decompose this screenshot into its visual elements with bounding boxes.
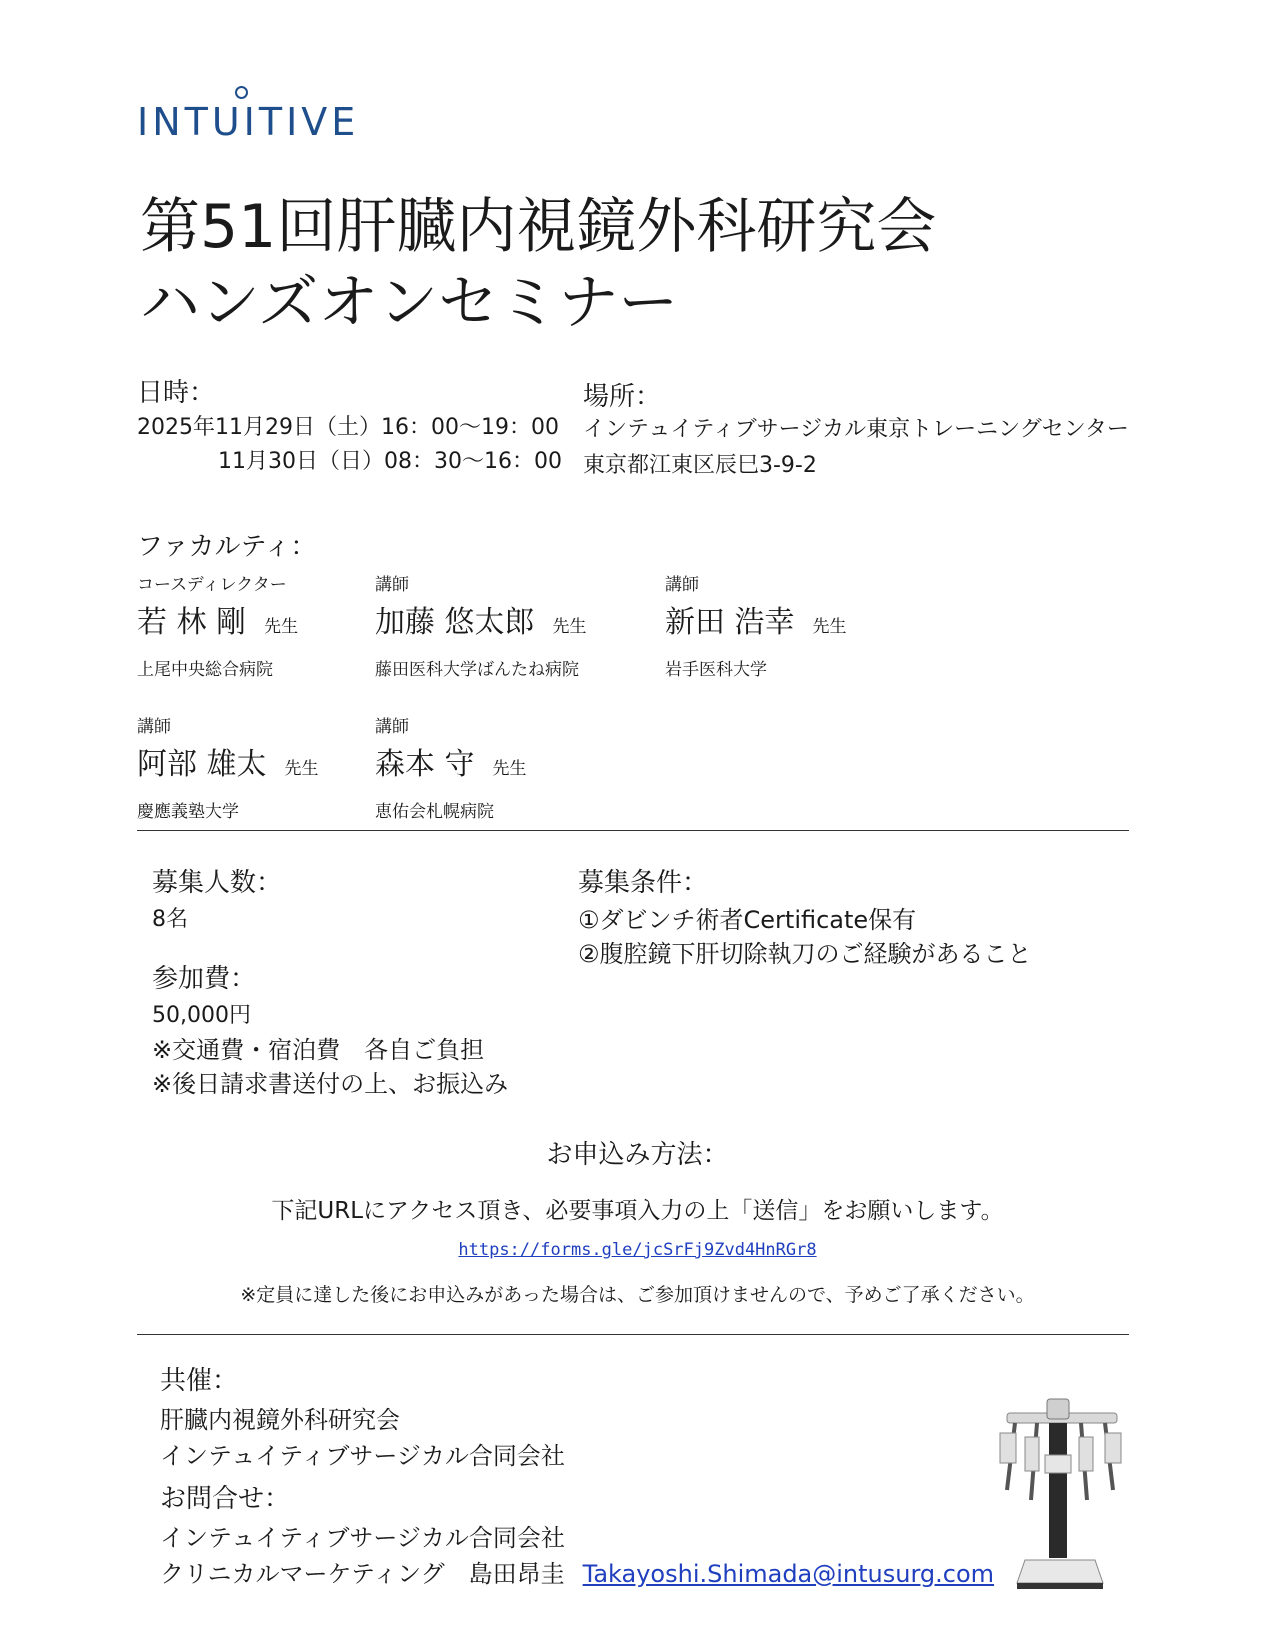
faculty-member <box>137 570 298 680</box>
datetime-line2: 11月30日（日）08：30～16：00 <box>218 449 562 474</box>
faculty-affiliation: 恵佑会札幌病院 <box>375 802 494 822</box>
application-url-wrap <box>0 1240 1275 1260</box>
faculty-role: コースディレクター <box>137 575 287 595</box>
venue-address: 東京都江東区辰巳3-9-2 <box>583 453 817 478</box>
application-label: お申込み方法： <box>546 1140 729 1170</box>
fee-note-1: ※交通費・宿泊費 各自ご負担 <box>152 1036 485 1064</box>
application-url-link[interactable]: https://forms.gle/jcSrFj9Zvd4HnRGr8 <box>458 1240 817 1260</box>
recruitment-condition-1: ①ダビンチ術者Certificate保有 <box>578 906 917 934</box>
faculty-name: 森本 守 <box>375 747 475 782</box>
honorific: 先生 <box>812 617 847 637</box>
contact-line1: インテュイティブサージカル合同会社 <box>160 1524 565 1552</box>
divider <box>137 830 1129 831</box>
recruitment-conditions-label: 募集条件： <box>578 868 709 898</box>
faculty-label: ファカルティ： <box>137 532 317 562</box>
honorific: 先生 <box>284 759 319 779</box>
da-vinci-robot-illustration <box>985 1395 1135 1595</box>
honorific: 先生 <box>492 759 527 779</box>
recruitment-count-value: 8名 <box>152 907 188 932</box>
page-title-line2: ハンズオンセミナー <box>140 268 679 338</box>
fee-amount: 50,000円 <box>152 1003 251 1028</box>
faculty-name: 加藤 悠太郎 <box>375 605 535 640</box>
datetime-line1: 2025年11月29日（土）16：00～19：00 <box>137 415 559 440</box>
recruitment-condition-2: ②腹腔鏡下肝切除執刀のご経験があること <box>578 940 1032 968</box>
faculty-role: 講師 <box>137 717 171 737</box>
faculty-member <box>375 570 587 680</box>
fee-note-2: ※後日請求書送付の上、お振込み <box>152 1070 509 1098</box>
faculty-affiliation: 岩手医科大学 <box>665 660 767 680</box>
contact-line2: クリニカルマーケティング 島田昂圭 <box>160 1560 565 1588</box>
faculty-affiliation: 慶應義塾大学 <box>137 802 239 822</box>
faculty-member <box>665 570 847 680</box>
faculty-affiliation: 藤田医科大学ばんたね病院 <box>375 660 579 680</box>
faculty-name: 新田 浩幸 <box>665 605 795 640</box>
logo-dot-mark <box>235 86 248 99</box>
fee-label: 参加費： <box>152 964 257 994</box>
application-instruction: 下記URLにアクセス頂き、必要事項入力の上「送信」をお願いします。 <box>271 1198 1004 1224</box>
contact-email-link[interactable]: Takayoshi.Shimada@intusurg.com <box>582 1560 995 1588</box>
organizer-line2: インテュイティブサージカル合同会社 <box>160 1442 565 1470</box>
page-title-line1: 第51回肝臓内視鏡外科研究会 <box>140 192 937 262</box>
intuitive-logo <box>137 86 360 144</box>
divider <box>137 1334 1129 1335</box>
venue-name: インテュイティブサージカル東京トレーニングセンター <box>583 417 1129 442</box>
faculty-role: 講師 <box>665 575 699 595</box>
logo-text: INTUITIVE <box>137 100 360 144</box>
faculty-member <box>375 712 527 822</box>
application-note: ※定員に達した後にお申込みがあった場合は、ご参加頂けませんので、予めご了承ください。 <box>240 1284 1035 1306</box>
honorific: 先生 <box>264 617 299 637</box>
datetime-label: 日時： <box>137 378 216 408</box>
venue-label: 場所： <box>583 382 662 412</box>
faculty-role: 講師 <box>375 717 409 737</box>
organizer-label: 共催： <box>160 1366 239 1396</box>
contact-line2-wrap <box>160 1554 994 1589</box>
contact-label: お問合せ： <box>160 1484 291 1514</box>
recruitment-count-label: 募集人数： <box>152 868 283 898</box>
faculty-name: 若 林 剛 <box>137 605 247 640</box>
faculty-affiliation: 上尾中央総合病院 <box>137 660 273 680</box>
robot-svg <box>985 1395 1135 1595</box>
organizer-line1: 肝臓内視鏡外科研究会 <box>160 1406 400 1434</box>
faculty-name: 阿部 雄太 <box>137 747 267 782</box>
faculty-role: 講師 <box>375 575 409 595</box>
honorific: 先生 <box>552 617 587 637</box>
faculty-member <box>137 712 319 822</box>
